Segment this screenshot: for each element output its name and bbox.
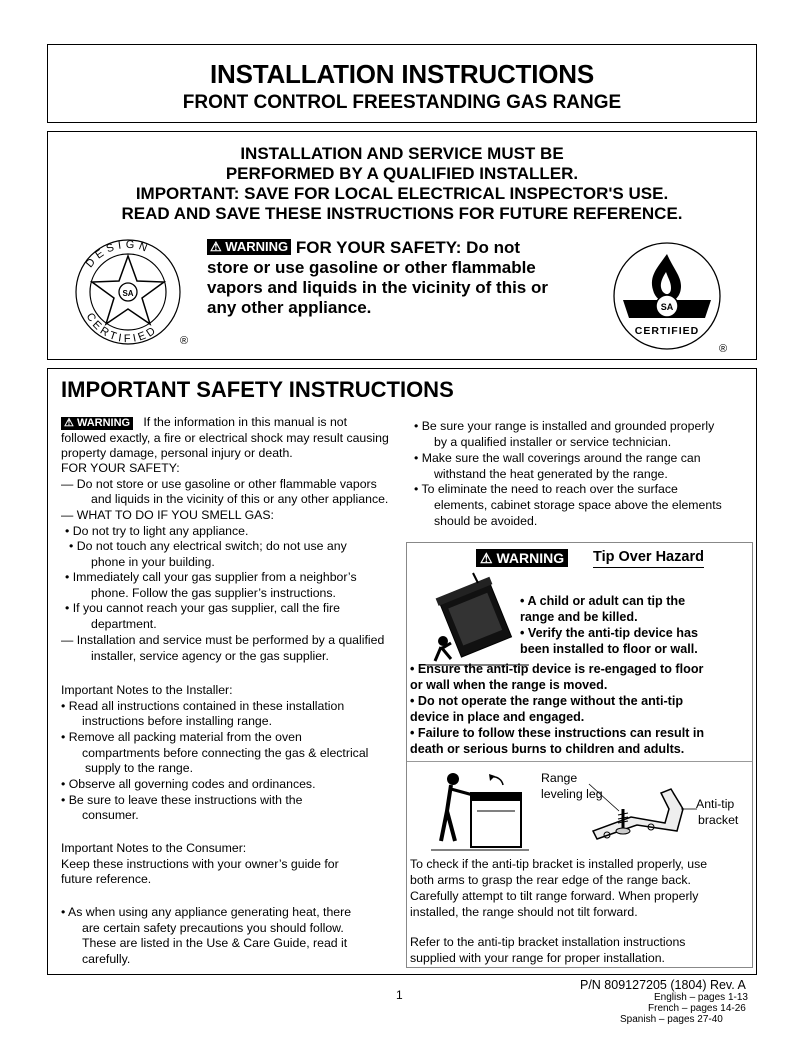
warning-label: WARNING — [225, 239, 289, 254]
text-line: withstand the heat generated by the range. — [434, 467, 668, 481]
divider — [407, 761, 752, 762]
warning-line: vapors and liquids in the vicinity of this or — [207, 278, 548, 297]
tip-over-title: Tip Over Hazard — [593, 549, 704, 568]
tip-over-hazard-box — [406, 542, 753, 968]
text-line: supply to the range. — [85, 761, 194, 775]
registered-mark: ® — [180, 335, 189, 347]
text-line: • To eliminate the need to reach over the surface — [414, 482, 678, 496]
tip-warning-line: • Failure to follow these instructions can result in — [410, 726, 705, 740]
tip-body-line: To check if the anti-tip bracket is installed properly, use — [410, 857, 708, 871]
tip-body-line: Refer to the anti-tip bracket installation instructions — [410, 935, 686, 949]
safety-instructions-box — [47, 368, 757, 975]
text-line: Keep these instructions with your owner’s guide for — [61, 857, 339, 871]
tip-body-line: both arms to grasp the rear edge of the range back. — [410, 873, 691, 887]
tip-warning-line: device in place and engaged. — [410, 710, 585, 724]
warning-line: FOR YOUR SAFETY: Do not — [295, 238, 520, 257]
warning-triangle-icon: ⚠ — [210, 239, 222, 254]
tip-body-line: supplied with your range for proper installation. — [410, 951, 665, 965]
text-line: department. — [91, 617, 157, 631]
warning-line: store or use gasoline or other flammable — [207, 258, 536, 277]
text-line: • Do not touch any electrical switch; do not use any — [69, 539, 347, 553]
label-anti-tip: Anti-tip — [696, 797, 735, 811]
text-line: — Installation and service must be performed by a qualified — [61, 633, 385, 647]
language-pages: French – pages 14-26 — [648, 1003, 746, 1014]
installer-notice-box — [47, 131, 757, 360]
text-line: Important Notes to the Installer: — [61, 683, 233, 697]
notice-line: IMPORTANT: SAVE FOR LOCAL ELECTRICAL INSPECTOR'S USE. — [135, 184, 669, 203]
tip-warning-line: been installed to floor or wall. — [520, 642, 698, 656]
text-line: • Do not try to light any appliance. — [65, 524, 249, 538]
text-line: property damage, personal injury or death. — [61, 446, 293, 460]
document-subtitle: FRONT CONTROL FREESTANDING GAS RANGE — [182, 92, 622, 113]
text-line: • Observe all governing codes and ordinances. — [61, 777, 316, 791]
label-bracket: bracket — [698, 813, 739, 827]
language-pages: English – pages 1-13 — [654, 992, 748, 1003]
text-line: should be avoided. — [434, 514, 538, 528]
text-line: phone. Follow the gas supplier’s instructions. — [91, 586, 336, 600]
gas-safety-warning — [207, 238, 587, 318]
tip-warning-line: • Verify the anti-tip device has — [520, 626, 698, 640]
text-line — [61, 415, 347, 430]
design-certified-seal-icon — [70, 236, 190, 348]
warning-badge — [476, 549, 568, 567]
warning-label: WARNING — [76, 417, 131, 429]
tip-warning-line: range and be killed. — [520, 610, 638, 624]
tip-body-line: installed, the range should not tilt forward. — [410, 905, 638, 919]
tip-warning-line: death or serious burns to children and adults. — [410, 742, 685, 756]
text-line: phone in your building. — [91, 555, 215, 569]
seal-certified-text: CERTIFIED — [634, 325, 700, 337]
language-pages: Spanish – pages 27-40 — [620, 1014, 723, 1025]
tip-warning-line: • A child or adult can tip the — [520, 594, 686, 608]
title-box — [47, 44, 757, 123]
page-number: 1 — [396, 988, 403, 1002]
seal-top-text: DESIGN — [83, 238, 153, 271]
anti-tip-bracket-illustration — [587, 779, 697, 859]
notice-line: PERFORMED BY A QUALIFIED INSTALLER. — [225, 164, 579, 183]
text-line: FOR YOUR SAFETY: — [61, 461, 180, 475]
text-line: consumer. — [82, 808, 139, 822]
text-line: elements, cabinet storage space above the elements — [434, 498, 722, 512]
text-line: compartments before connecting the gas & electrical — [82, 746, 369, 760]
text-line: • Be sure to leave these instructions with the — [61, 793, 303, 807]
svg-text:DESIGN — [84, 239, 153, 270]
label-leveling-leg: leveling leg — [541, 787, 603, 801]
warning-badge — [207, 239, 291, 255]
text-line: by a qualified installer or service technician. — [434, 435, 672, 449]
text-line: future reference. — [61, 872, 152, 886]
svg-text:CERTIFIED — [84, 311, 161, 345]
warning-triangle-icon: ⚠ — [480, 550, 493, 566]
safety-heading: IMPORTANT SAFETY INSTRUCTIONS — [61, 377, 454, 402]
tip-warning-line: or wall when the range is moved. — [410, 678, 608, 692]
text-line: followed exactly, a fire or electrical shock may result causing — [61, 431, 389, 445]
csa-certified-flame-seal-icon — [609, 242, 729, 354]
label-range: Range — [541, 771, 578, 785]
document-title: INSTALLATION INSTRUCTIONS — [209, 59, 594, 89]
person-checking-range-illustration — [431, 771, 531, 853]
part-number: P/N 809127205 (1804) Rev. A — [580, 978, 746, 992]
text-line: Important Notes to the Consumer: — [61, 841, 247, 855]
tip-body-line: Carefully attempt to tilt range forward. When properly — [410, 889, 699, 903]
text-line: • Immediately call your gas supplier from a neighbor’s — [65, 570, 357, 584]
text-line: • Be sure your range is installed and grounded properly — [414, 419, 715, 433]
tip-warning-line: • Ensure the anti-tip device is re-engaged to floor — [410, 662, 704, 676]
text-line: and liquids in the vicinity of this or any other appliance. — [91, 492, 389, 506]
warning-badge — [61, 417, 133, 430]
tip-warning-line: • Do not operate the range without the anti-tip — [410, 694, 684, 708]
text-line: installer, service agency or the gas supplier. — [91, 649, 329, 663]
text-line: instructions before installing range. — [82, 714, 273, 728]
warning-triangle-icon: ⚠ — [64, 417, 74, 429]
seal-center-text: SA — [122, 289, 134, 298]
tipping-range-illustration — [421, 571, 531, 667]
text-line: These are listed in the Use & Care Guide, read it — [82, 936, 348, 950]
registered-mark: ® — [719, 343, 728, 354]
text-line: — WHAT TO DO IF YOU SMELL GAS: — [61, 508, 274, 522]
text-line: — Do not store or use gasoline or other flammable vapors — [61, 477, 377, 491]
seal-center-text: SA — [660, 302, 674, 312]
text-line: • Read all instructions contained in these installation — [61, 699, 345, 713]
text-line: If the information in this manual is not — [143, 415, 348, 429]
seal-bottom-text: CERTIFIED — [83, 310, 161, 346]
text-line: • Make sure the wall coverings around the range can — [414, 451, 701, 465]
notice-line: INSTALLATION AND SERVICE MUST BE — [240, 144, 564, 163]
warning-label: WARNING — [496, 550, 565, 566]
text-line: • Remove all packing material from the oven — [61, 730, 302, 744]
warning-line: any other appliance. — [207, 298, 372, 317]
text-line: are certain safety precautions you should follow. — [82, 921, 344, 935]
text-line: • If you cannot reach your gas supplier, call the fire — [65, 601, 340, 615]
text-line: carefully. — [82, 952, 131, 966]
notice-line: READ AND SAVE THESE INSTRUCTIONS FOR FUTURE REFERENCE. — [121, 204, 683, 223]
text-line: • As when using any appliance generating heat, there — [61, 905, 352, 919]
